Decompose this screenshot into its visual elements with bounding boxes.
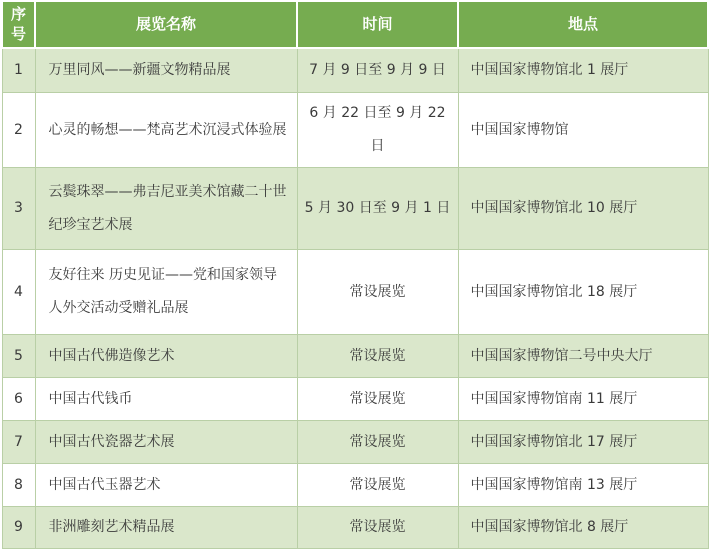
exhibition-table	[1, 0, 709, 549]
cell-number: 1	[2, 48, 35, 93]
cell-time: 7 月 9 日至 9 月 9 日	[297, 48, 458, 93]
cell-place: 中国国家博物馆北 18 展厅	[458, 250, 708, 335]
column-header-number: 序号	[2, 1, 35, 48]
cell-time: 5 月 30 日至 9 月 1 日	[297, 168, 458, 250]
table-row	[2, 378, 708, 421]
cell-exhibition-name: 中国古代佛造像艺术	[35, 335, 297, 378]
cell-exhibition-name: 万里同风——新疆文物精品展	[35, 48, 297, 93]
cell-number: 9	[2, 507, 35, 549]
cell-place: 中国国家博物馆北 1 展厅	[458, 48, 708, 93]
table-row	[2, 464, 708, 507]
cell-exhibition-name: 中国古代玉器艺术	[35, 464, 297, 507]
cell-time: 常设展览	[297, 250, 458, 335]
cell-number: 3	[2, 168, 35, 250]
column-header-place: 地点	[458, 1, 708, 48]
cell-number: 6	[2, 378, 35, 421]
table-row	[2, 93, 708, 168]
table-header	[2, 1, 708, 48]
cell-time: 常设展览	[297, 421, 458, 464]
cell-place: 中国国家博物馆北 10 展厅	[458, 168, 708, 250]
cell-time: 常设展览	[297, 464, 458, 507]
cell-number: 4	[2, 250, 35, 335]
table-row	[2, 48, 708, 93]
table-row	[2, 421, 708, 464]
cell-place: 中国国家博物馆北 8 展厅	[458, 507, 708, 549]
cell-exhibition-name: 心灵的畅想——梵高艺术沉浸式体验展	[35, 93, 297, 168]
cell-time: 常设展览	[297, 335, 458, 378]
cell-exhibition-name: 非洲雕刻艺术精品展	[35, 507, 297, 549]
table-body	[2, 48, 708, 549]
cell-exhibition-name: 中国古代瓷器艺术展	[35, 421, 297, 464]
cell-place: 中国国家博物馆南 13 展厅	[458, 464, 708, 507]
cell-exhibition-name: 云鬓珠翠——弗吉尼亚美术馆藏二十世纪珍宝艺术展	[35, 168, 297, 250]
cell-number: 2	[2, 93, 35, 168]
cell-exhibition-name: 友好往来 历史见证——党和国家领导人外交活动受赠礼品展	[35, 250, 297, 335]
table-row	[2, 250, 708, 335]
cell-place: 中国国家博物馆南 11 展厅	[458, 378, 708, 421]
cell-exhibition-name: 中国古代钱币	[35, 378, 297, 421]
cell-number: 7	[2, 421, 35, 464]
header-row	[2, 1, 708, 48]
cell-number: 5	[2, 335, 35, 378]
cell-time: 常设展览	[297, 507, 458, 549]
column-header-time: 时间	[297, 1, 458, 48]
cell-time: 6 月 22 日至 9 月 22 日	[297, 93, 458, 168]
cell-time: 常设展览	[297, 378, 458, 421]
column-header-name: 展览名称	[35, 1, 297, 48]
table-row	[2, 335, 708, 378]
table-row	[2, 507, 708, 549]
cell-place: 中国国家博物馆	[458, 93, 708, 168]
table-row	[2, 168, 708, 250]
cell-place: 中国国家博物馆北 17 展厅	[458, 421, 708, 464]
cell-place: 中国国家博物馆二号中央大厅	[458, 335, 708, 378]
cell-number: 8	[2, 464, 35, 507]
